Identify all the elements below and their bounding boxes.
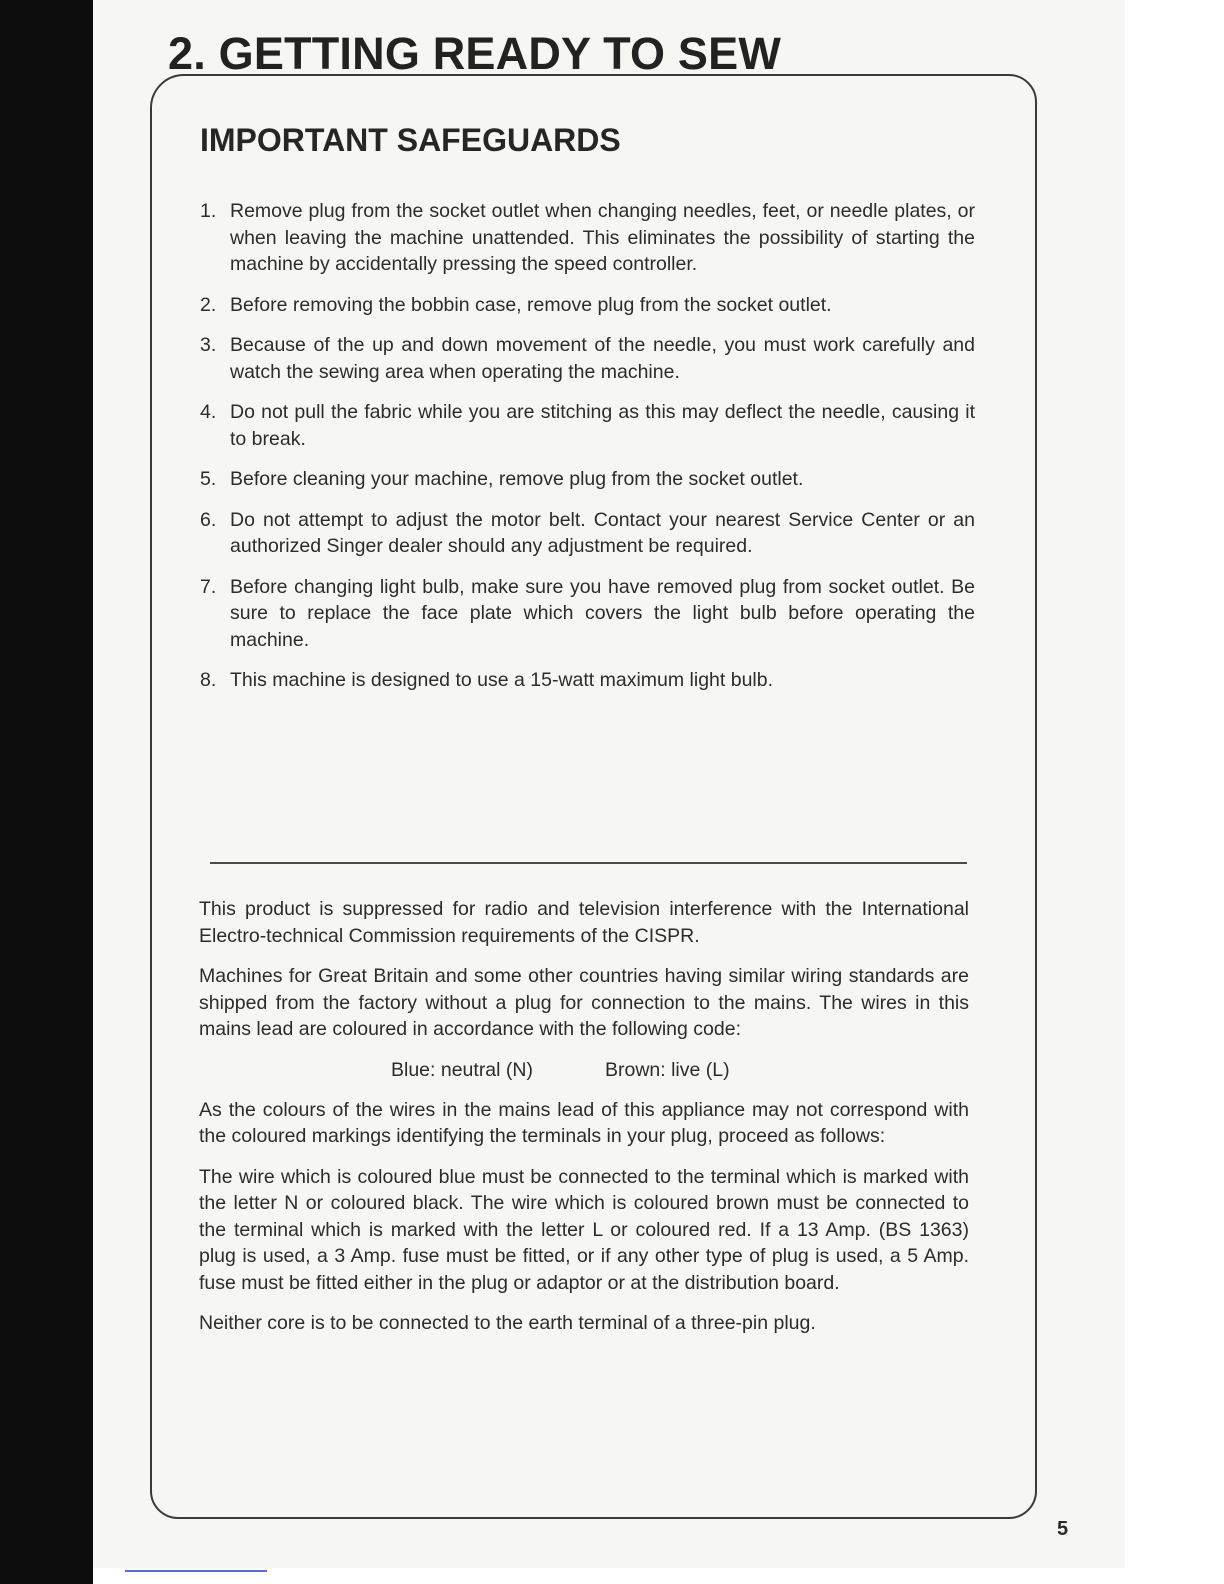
scan-margin-bottom	[93, 1568, 1125, 1584]
terminal-connection-note: The wire which is coloured blue must be connected to the terminal which is marked with the letter N or coloured black. The wire which is coloured brown must be connected to the terminal which is marked with the letter L or coloured red. If a 13 Amp. (BS 1363) plug is used, a 3 Amp. fuse must be fitted, or if any other type of plug is used, a 5 Amp. fuse must be fitted either in the plug or adaptor or at the distribution board.	[199, 1165, 969, 1294]
list-item-number: 7.	[200, 575, 217, 598]
earth-terminal-note: Neither core is to be connected to the earth terminal of a three-pin plug.	[199, 1312, 816, 1334]
list-item	[200, 399, 975, 452]
list-item	[200, 332, 975, 385]
list-item-number: 6.	[200, 508, 217, 531]
section-title: IMPORTANT SAFEGUARDS	[200, 122, 621, 158]
list-item	[200, 507, 975, 560]
list-item-text: Before changing light bulb, make sure you have removed plug from socket outlet. Be sure to replace the face plate which covers the light bulb before operating the machine.	[230, 575, 975, 651]
manual-page	[93, 0, 1125, 1568]
list-item-text: Do not attempt to adjust the motor belt. Contact your nearest Service Center or an authorized Singer dealer should any adjustment be required.	[230, 508, 975, 557]
list-item-number: 2.	[200, 293, 217, 316]
list-item	[200, 466, 975, 493]
wire-color-code	[199, 1057, 969, 1083]
list-item-text: This machine is designed to use a 15-watt maximum light bulb.	[230, 669, 774, 691]
page-number: 5	[1057, 1518, 1069, 1540]
list-item-number: 1.	[200, 200, 217, 222]
section-divider	[210, 862, 967, 864]
scan-mark	[125, 1570, 267, 1572]
list-item	[200, 574, 975, 654]
safeguards-list	[200, 198, 975, 708]
list-item-text: Before cleaning your machine, remove plug from the socket outlet.	[230, 468, 804, 490]
list-item-text: Before removing the bobbin case, remove plug from the socket outlet.	[230, 293, 832, 316]
list-item-text: Because of the up and down movement of the needle, you must work carefully and watch the sewing area when operating the machine.	[230, 334, 975, 383]
blue-wire-code: Blue: neutral (N)	[391, 1058, 533, 1081]
list-item	[200, 198, 975, 278]
list-item-number: 3.	[200, 334, 217, 356]
wiring-notes	[199, 896, 969, 1351]
brown-wire-code: Brown: live (L)	[604, 1058, 730, 1081]
list-item-text: Remove plug from the socket outlet when changing needles, feet, or needle plates, or when leaving the machine unattended. This eliminates the possibility of starting the machine by accidentally pressing the speed controller.	[230, 200, 975, 275]
list-item	[200, 292, 975, 319]
wiring-standards-note: Machines for Great Britain and some other countries having similar wiring standards are shipped from the factory without a plug for connection to the mains. The wires in this mains lead are coloured in accordance with the following code:	[199, 965, 969, 1040]
list-item	[200, 667, 975, 694]
scan-margin-right	[1125, 0, 1224, 1584]
list-item-number: 5.	[200, 468, 217, 490]
colour-mismatch-note: As the colours of the wires in the mains lead of this appliance may not correspond with the coloured markings identifying the terminals in your plug, proceed as follows:	[199, 1098, 969, 1147]
interference-note: This product is suppressed for radio and television interference with the International Electro-technical Commission requirements of the CISPR.	[199, 898, 969, 947]
list-item-number: 4.	[200, 401, 217, 423]
list-item-text: Do not pull the fabric while you are stitching as this may deflect the needle, causing it to break.	[230, 401, 975, 450]
chapter-title: 2. GETTING READY TO SEW	[168, 28, 782, 79]
list-item-number: 8.	[200, 669, 217, 691]
